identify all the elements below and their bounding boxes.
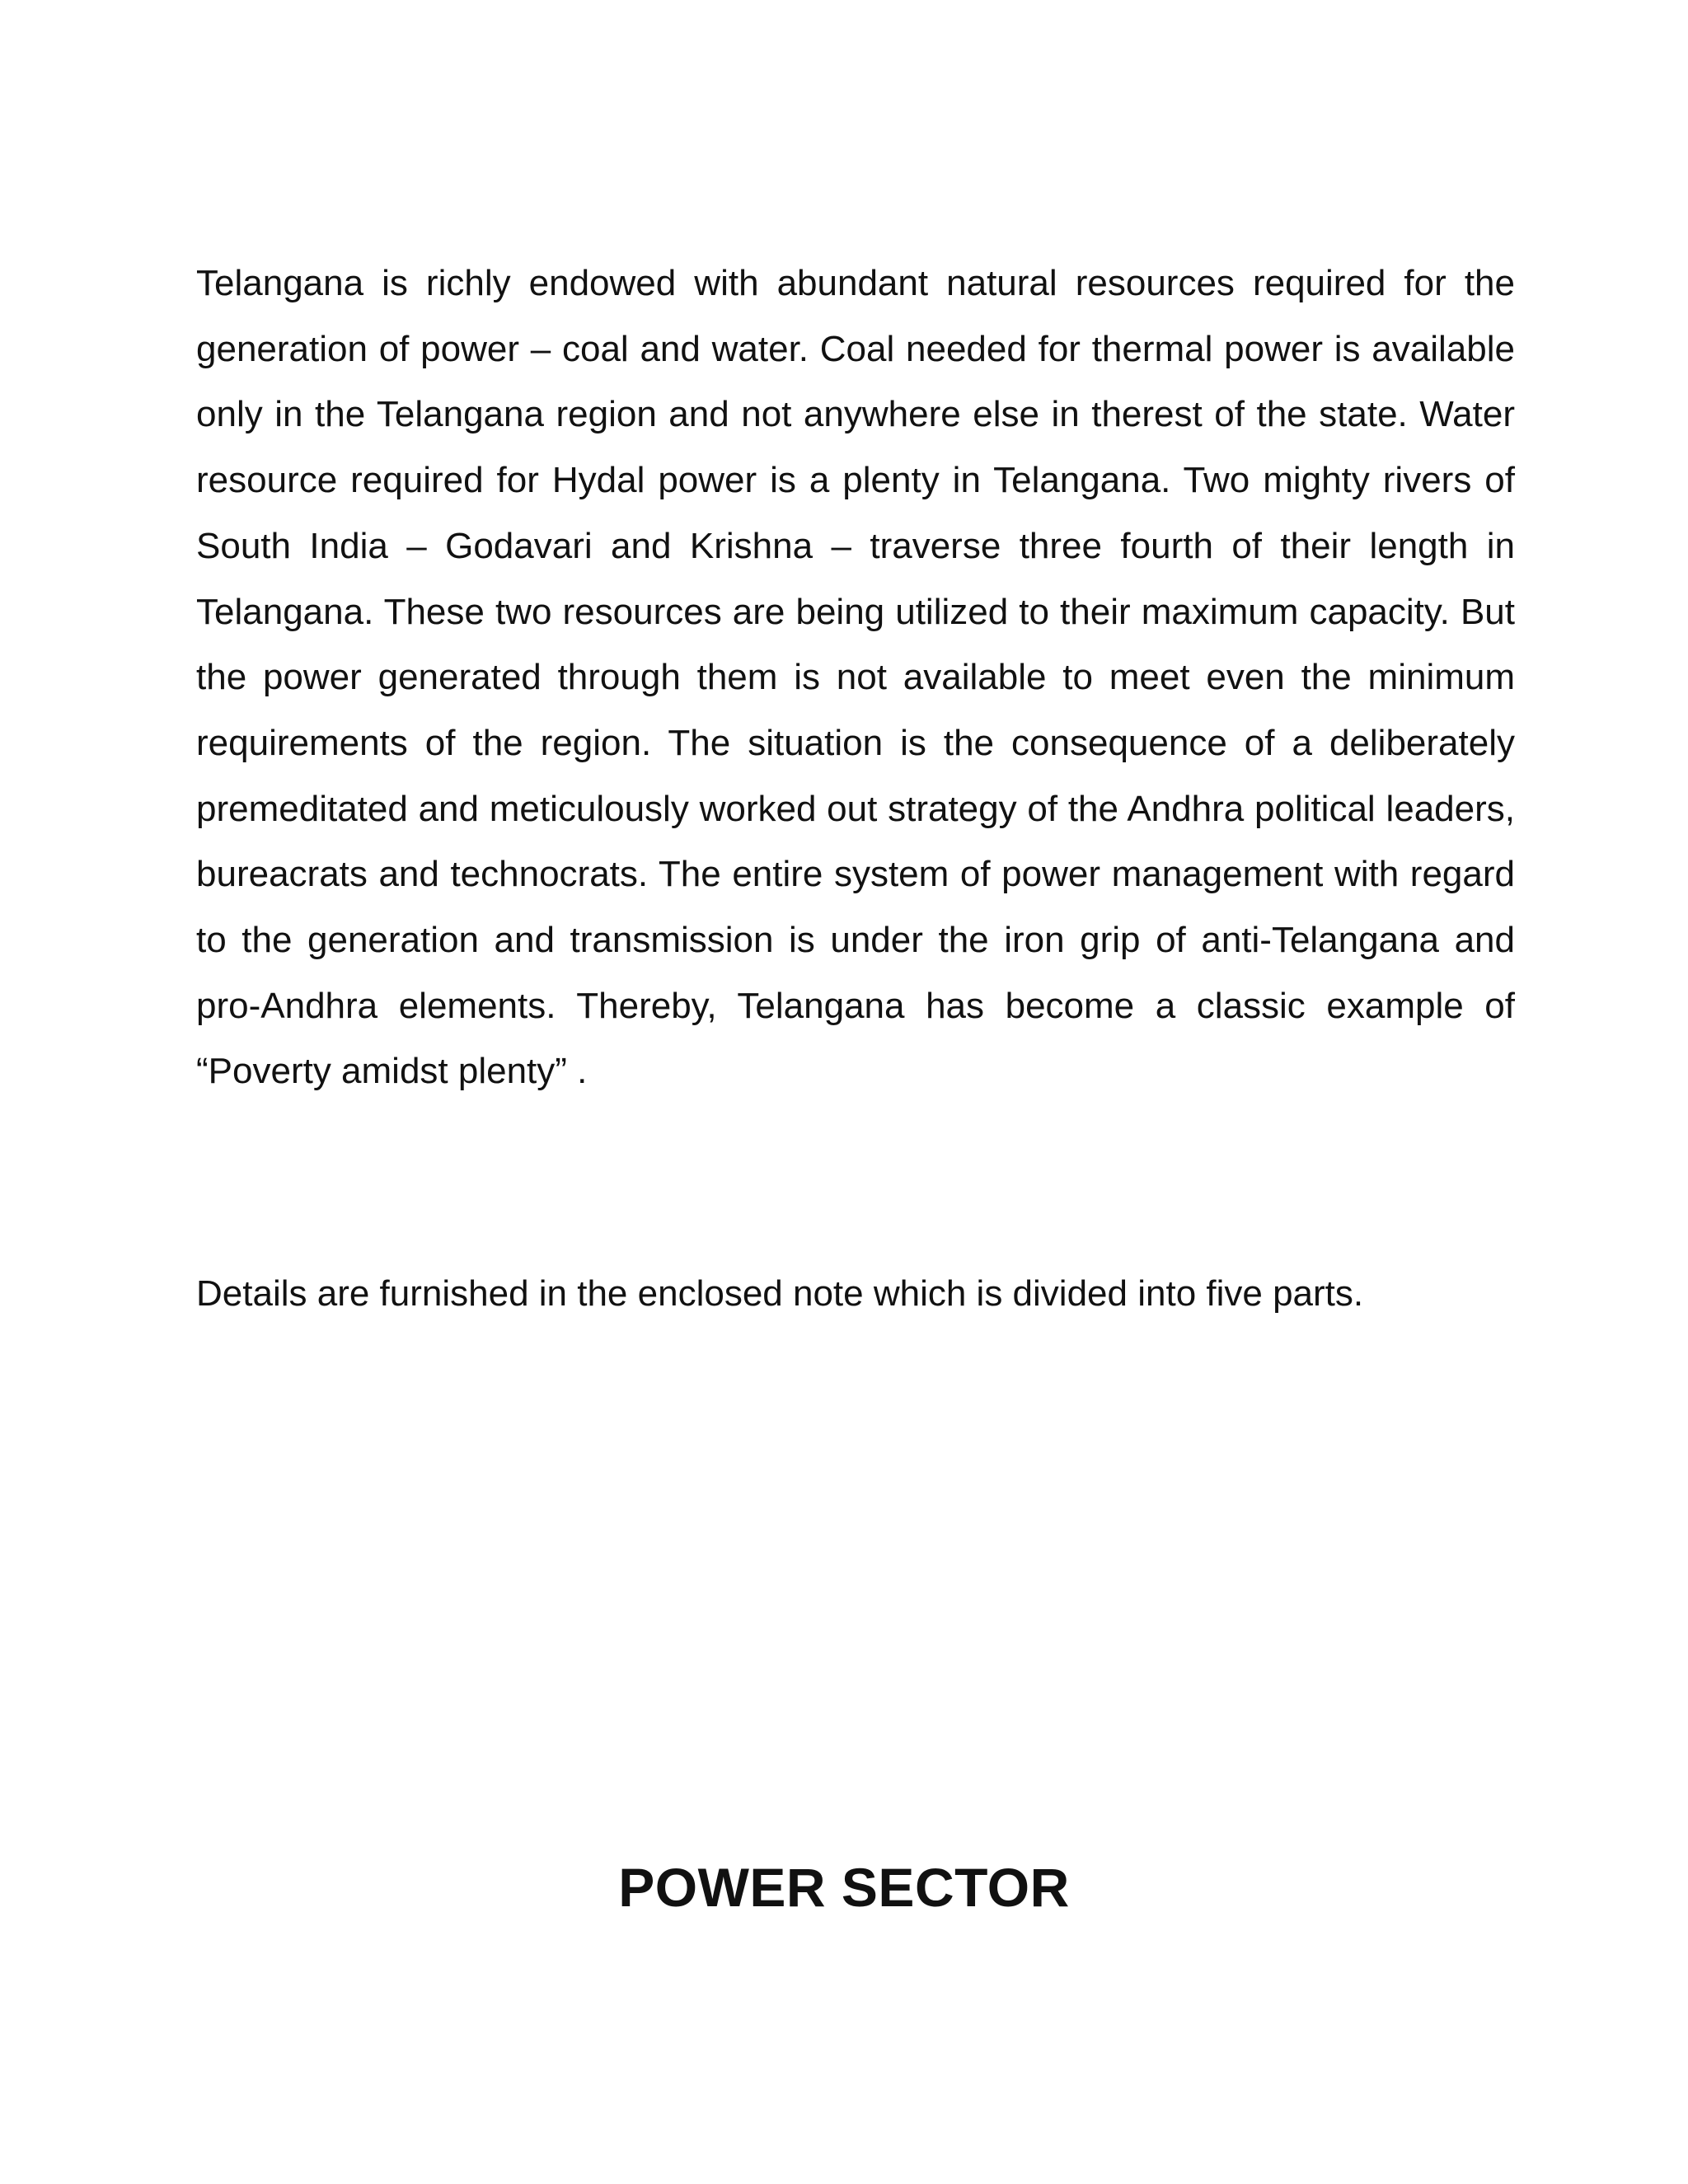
- details-paragraph: Details are furnished in the enclosed note which is divided into five parts.: [196, 1273, 1364, 1314]
- intro-paragraph: Telangana is richly endowed with abundant natural resources required for the generation of power – coal and water. Coal needed for thermal power is available only in the Telangana region and not anywhere else in therest of the state. Water resource required for Hydal power is a plenty in Telangana. Two mighty rivers of South India – Godavari and Krishna – traverse three fourth of their length in Telangana. These two resources are being utilized to their maximum capacity. But the power generated through them is not available to meet even the minimum requirements of the region. The situation is the consequence of a deliberately premeditated and meticulously worked out strategy of the Andhra political leaders, bureacrats and technocrats. The entire system of power management with regard to the generation and transmission is under the iron grip of anti-Telangana and pro-Andhra elements. Thereby, Telangana has become a classic example of “Poverty amidst plenty” .: [196, 263, 1515, 1092]
- section-heading: POWER SECTOR: [618, 1857, 1070, 1918]
